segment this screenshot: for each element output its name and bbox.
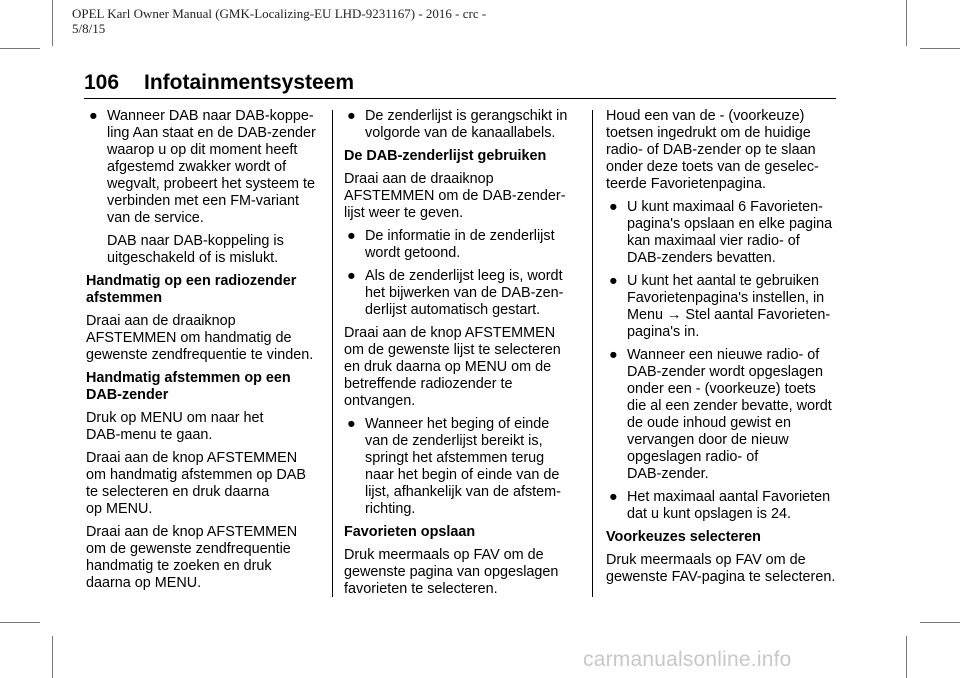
subheading: Handmatig afstemmen op een DAB-zender bbox=[86, 370, 291, 403]
bullet-item bbox=[86, 108, 326, 227]
title-divider bbox=[84, 98, 836, 99]
paragraph: Druk meermaals op FAV om de gewenste pagina van opgeslagen favorieten te selecteren. bbox=[344, 547, 559, 597]
column-3 bbox=[606, 108, 846, 592]
bullet-icon: ● bbox=[347, 108, 356, 124]
bullet-item bbox=[344, 416, 584, 518]
bullet-item bbox=[344, 228, 584, 262]
bullet-item bbox=[606, 347, 846, 483]
watermark-link[interactable]: carmanualsonline.info bbox=[583, 648, 792, 671]
crop-mark bbox=[906, 0, 907, 46]
subheading: De DAB-zenderlijst gebruiken bbox=[344, 148, 547, 164]
paragraph: Draai aan de knop AFSTEMMEN om handmatig afstemmen op DAB te selecteren en druk daarna op MENU. bbox=[86, 450, 306, 517]
bullet-continuation: DAB naar DAB-koppeling is uitgeschakeld of is mislukt. bbox=[107, 233, 284, 266]
bullet-icon: ● bbox=[347, 416, 356, 432]
bullet-icon: ● bbox=[609, 273, 618, 289]
running-header bbox=[72, 6, 486, 36]
column-1 bbox=[86, 108, 326, 598]
paragraph: Draai aan de knop AFSTEMMEN om de gewenste zendfrequentie handmatig te zoeken en druk daarna op MENU. bbox=[86, 524, 298, 591]
crop-mark bbox=[906, 636, 907, 678]
section-title: Infotainmentsysteem bbox=[144, 71, 355, 94]
bullet-item bbox=[344, 108, 584, 142]
bullet-icon: ● bbox=[89, 108, 98, 124]
paragraph: Draai aan de knop AFSTEMMEN om de gewenste lijst te selecteren en druk daarna op MENU om de betreffende radiozender te ontvangen. bbox=[344, 325, 561, 409]
column-divider bbox=[592, 110, 593, 597]
bullet-item bbox=[606, 273, 846, 341]
bullet-text: De informatie in de zenderlijst wordt getoond. bbox=[365, 228, 555, 261]
subheading: Handmatig op een radiozender afstemmen bbox=[86, 273, 297, 306]
crop-mark bbox=[0, 48, 40, 49]
bullet-text: U kunt het aantal te gebruiken Favorietenpagina's instellen, in Menu → Stel aantal Favorieten- pagina's in. bbox=[627, 273, 831, 340]
bullet-text: Als de zenderlijst leeg is, wordt het bijwerken van de DAB-zen- derlijst automatisch gestart. bbox=[365, 268, 564, 318]
bullet-text: Wanneer een nieuwe radio- of DAB-zender wordt opgeslagen onder een - (voorkeuze) toets die al een zender bevatte, wordt de oude inhoud gewist en vervangen door de nieuw opgeslagen radio- of DAB-zender. bbox=[627, 347, 832, 482]
bullet-item bbox=[606, 199, 846, 267]
bullet-icon: ● bbox=[609, 199, 618, 215]
crop-mark bbox=[920, 622, 960, 623]
bullet-icon: ● bbox=[347, 228, 356, 244]
column-divider bbox=[332, 110, 333, 597]
column-2 bbox=[344, 108, 584, 604]
bullet-icon: ● bbox=[609, 489, 618, 505]
bullet-item bbox=[606, 489, 846, 523]
running-header-date: 5/8/15 bbox=[72, 21, 106, 36]
crop-mark bbox=[0, 622, 40, 623]
bullet-icon: ● bbox=[609, 347, 618, 363]
crop-mark bbox=[920, 48, 960, 49]
subheading: Voorkeuzes selecteren bbox=[606, 529, 761, 545]
bullet-text: Wanneer het beging of einde van de zenderlijst bereikt is, springt het afstemmen terug naar het begin of einde van de lijst, afhankelijk van de afstem- richting. bbox=[365, 416, 561, 517]
crop-mark bbox=[52, 0, 53, 46]
bullet-text: U kunt maximaal 6 Favorieten- pagina's opslaan en elke pagina kan maximaal vier radio- of DAB-zenders bevatten. bbox=[627, 199, 833, 266]
bullet-text: De zenderlijst is gerangschikt in volgorde van de kanaallabels. bbox=[365, 108, 568, 141]
paragraph: Houd een van de - (voorkeuze) toetsen ingedrukt om de huidige radio- of DAB-zender op te slaan onder deze toets van de geselec- teerde Favorietenpagina. bbox=[606, 108, 819, 192]
bullet-item bbox=[344, 268, 584, 319]
bullet-text: Wanneer DAB naar DAB-koppe- ling Aan staat en de DAB-zender waarop u op dit moment heeft afgestemd zwakker wordt of wegvalt, probeert het systeem te verbinden met een FM-variant van de service. bbox=[107, 108, 316, 226]
subheading: Favorieten opslaan bbox=[344, 524, 476, 540]
paragraph: Druk meermaals op FAV om de gewenste FAV-pagina te selecteren. bbox=[606, 552, 836, 585]
paragraph: Draai aan de draaiknop AFSTEMMEN om de DAB-zender- lijst weer te geven. bbox=[344, 171, 566, 221]
bullet-icon: ● bbox=[347, 268, 356, 284]
bullet-text: Het maximaal aantal Favorieten dat u kunt opslagen is 24. bbox=[627, 489, 831, 522]
paragraph: Druk op MENU om naar het DAB-menu te gaan. bbox=[86, 410, 264, 443]
running-header-line: OPEL Karl Owner Manual (GMK-Localizing-EU LHD-9231167) - 2016 - crc - bbox=[72, 6, 487, 21]
paragraph: Draai aan de draaiknop AFSTEMMEN om handmatig de gewenste zendfrequentie te vinden. bbox=[86, 313, 314, 363]
crop-mark bbox=[52, 636, 53, 678]
page-number: 106 bbox=[84, 71, 120, 94]
